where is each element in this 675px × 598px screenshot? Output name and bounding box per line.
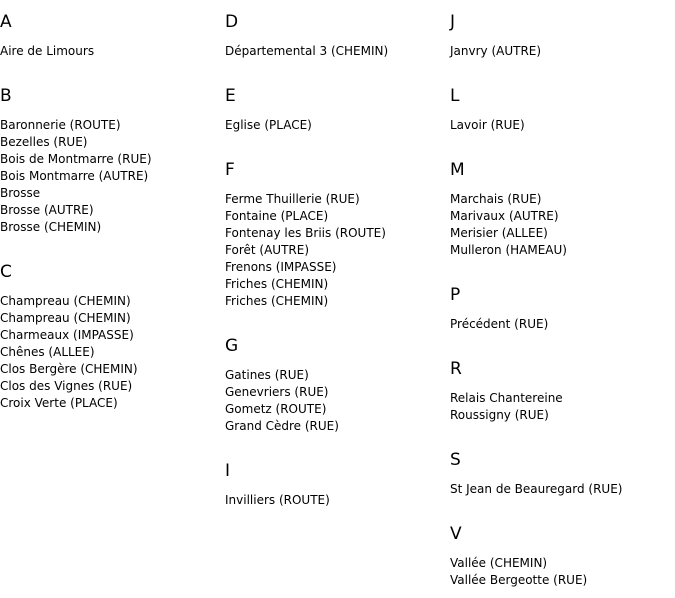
street-item[interactable]: Bois Montmarre (AUTRE) — [0, 169, 149, 183]
letter-heading: G — [225, 336, 239, 356]
street-list — [225, 492, 330, 509]
letter-heading: A — [0, 12, 12, 32]
street-item[interactable]: Merisier (ALLEE) — [450, 226, 548, 240]
street-item[interactable]: Brosse (AUTRE) — [0, 203, 94, 217]
street-item[interactable]: Baronnerie (ROUTE) — [0, 118, 121, 132]
street-item[interactable]: Croix Verte (PLACE) — [0, 396, 118, 410]
group-s — [450, 450, 622, 498]
street-item[interactable]: Clos Bergère (CHEMIN) — [0, 362, 138, 376]
group-f — [225, 160, 386, 310]
street-item[interactable]: Chênes (ALLEE) — [0, 345, 95, 359]
street-list — [450, 481, 622, 498]
street-item[interactable]: Marchais (RUE) — [450, 192, 542, 206]
street-item[interactable]: Janvry (AUTRE) — [450, 44, 542, 58]
street-list — [0, 43, 94, 60]
group-c — [0, 262, 138, 412]
street-list — [450, 390, 563, 424]
group-r — [450, 359, 563, 424]
group-b — [0, 86, 152, 236]
street-item[interactable]: Ferme Thuillerie (RUE) — [225, 192, 360, 206]
letter-heading: B — [0, 86, 12, 106]
street-item[interactable]: Forêt (AUTRE) — [225, 243, 309, 257]
street-list — [0, 293, 138, 412]
group-g — [225, 336, 339, 435]
street-item[interactable]: Gometz (ROUTE) — [225, 402, 327, 416]
group-p — [450, 285, 548, 333]
street-item[interactable]: Roussigny (RUE) — [450, 408, 549, 422]
letter-heading: L — [450, 86, 460, 106]
street-item[interactable]: Brosse (CHEMIN) — [0, 220, 102, 234]
street-item[interactable]: Clos des Vignes (RUE) — [0, 379, 133, 393]
letter-heading: F — [225, 160, 235, 180]
street-item[interactable]: Champreau (CHEMIN) — [0, 294, 131, 308]
street-item[interactable]: Charmeaux (IMPASSE) — [0, 328, 134, 342]
group-e — [225, 86, 312, 134]
group-d — [225, 12, 388, 60]
letter-heading: M — [450, 160, 465, 180]
street-item[interactable]: Lavoir (RUE) — [450, 118, 525, 132]
street-item[interactable]: Départemental 3 (CHEMIN) — [225, 44, 389, 58]
street-item[interactable]: Relais Chantereine — [450, 391, 563, 405]
street-item[interactable]: Grand Cèdre (RUE) — [225, 419, 339, 433]
street-item[interactable]: Bois de Montmarre (RUE) — [0, 152, 152, 166]
street-item[interactable]: Fontaine (PLACE) — [225, 209, 329, 223]
street-item[interactable]: Précédent (RUE) — [450, 317, 549, 331]
street-item[interactable]: Aire de Limours — [0, 44, 95, 58]
street-item[interactable]: Brosse — [0, 186, 41, 200]
street-list — [450, 316, 548, 333]
street-item[interactable]: Genevriers (RUE) — [225, 385, 329, 399]
letter-heading: E — [225, 86, 236, 106]
group-l — [450, 86, 525, 134]
letter-heading: V — [450, 524, 462, 544]
group-j — [450, 12, 541, 60]
street-item[interactable]: Frenons (IMPASSE) — [225, 260, 337, 274]
street-list — [225, 191, 386, 310]
street-item[interactable]: Gatines (RUE) — [225, 368, 309, 382]
letter-heading: C — [0, 262, 12, 282]
street-item[interactable]: Mulleron (HAMEAU) — [450, 243, 567, 257]
group-a — [0, 12, 94, 60]
street-item[interactable]: Vallée (CHEMIN) — [450, 556, 548, 570]
street-list — [450, 117, 525, 134]
street-item[interactable]: Eglise (PLACE) — [225, 118, 312, 132]
street-item[interactable]: Friches (CHEMIN) — [225, 277, 329, 291]
letter-heading: I — [225, 461, 231, 481]
street-item[interactable]: Marivaux (AUTRE) — [450, 209, 559, 223]
street-item[interactable]: Bezelles (RUE) — [0, 135, 88, 149]
letter-heading: R — [450, 359, 462, 379]
street-item[interactable]: Friches (CHEMIN) — [225, 294, 329, 308]
letter-heading: J — [450, 12, 456, 32]
group-i — [225, 461, 330, 509]
street-list — [450, 555, 587, 589]
street-item[interactable]: Invilliers (ROUTE) — [225, 493, 330, 507]
letter-heading: P — [450, 285, 461, 305]
street-list — [225, 117, 312, 134]
street-item[interactable]: Champreau (CHEMIN) — [0, 311, 131, 325]
street-list — [225, 367, 339, 435]
street-list — [225, 43, 388, 60]
street-item[interactable]: Fontenay les Briis (ROUTE) — [225, 226, 386, 240]
letter-heading: S — [450, 450, 461, 470]
street-list — [450, 191, 567, 259]
group-v — [450, 524, 587, 589]
group-m — [450, 160, 567, 259]
street-list — [450, 43, 541, 60]
letter-heading: D — [225, 12, 239, 32]
street-list — [0, 117, 152, 236]
street-item[interactable]: St Jean de Beauregard (RUE) — [450, 482, 623, 496]
street-item[interactable]: Vallée Bergeotte (RUE) — [450, 573, 588, 587]
